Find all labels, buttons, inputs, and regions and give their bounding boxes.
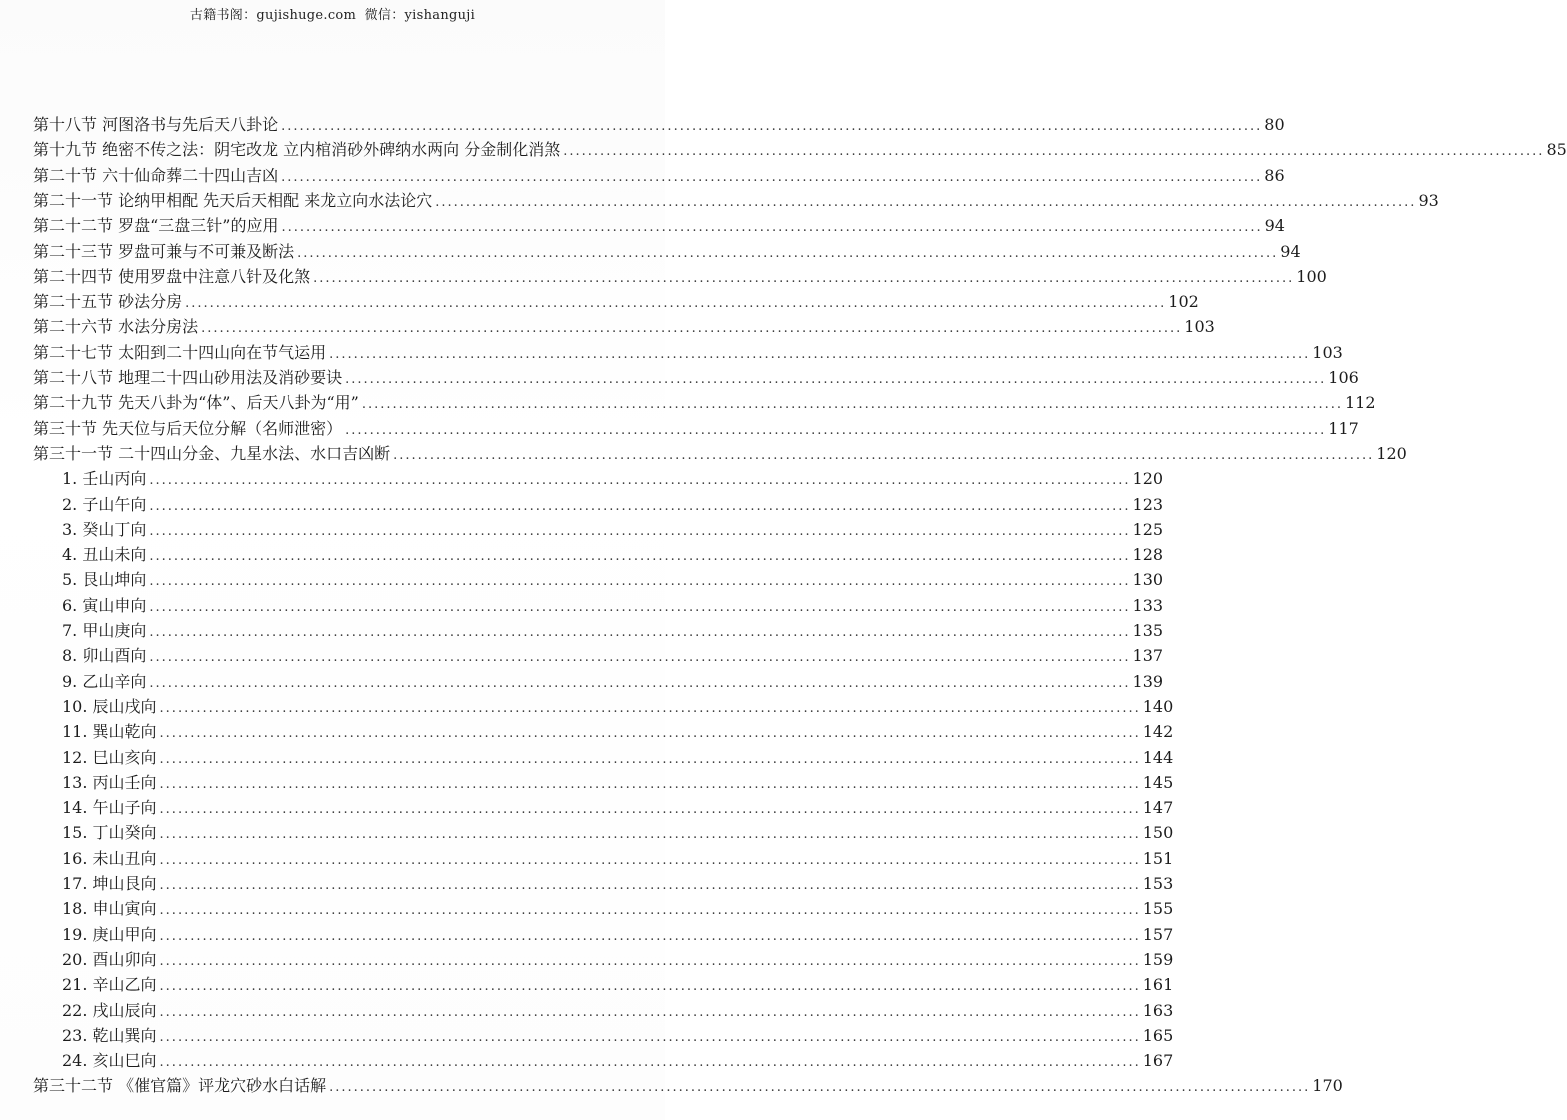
toc-subentry: [62, 745, 1174, 770]
toc-subentry: [62, 567, 1164, 592]
toc-page-number: 93: [1418, 190, 1439, 210]
dot-leader: ................................................................................................................................................................: [329, 1080, 1311, 1096]
toc-page-number: 120: [1132, 469, 1164, 489]
dot-leader: ................................................................................................................................................................: [159, 802, 1141, 818]
toc-entry-title: 11. 巽山乾向: [62, 722, 157, 742]
toc-page-number: 157: [1142, 924, 1174, 944]
toc-entry: [33, 137, 1567, 162]
toc-entry-title: 3. 癸山丁向: [62, 519, 147, 539]
toc-entry-title: 第三十二节 《催官篇》评龙穴砂水白话解: [33, 1076, 327, 1096]
dot-leader: ................................................................................................................................................................: [159, 903, 1141, 919]
dot-leader: ................................................................................................................................................................: [345, 422, 1327, 438]
toc-page-number: 142: [1142, 722, 1174, 742]
toc-entry: [33, 188, 1439, 213]
toc-entry-title: 5. 艮山坤向: [62, 570, 147, 590]
toc-page-number: 165: [1142, 1025, 1174, 1045]
dot-leader: ................................................................................................................................................................: [159, 979, 1141, 995]
toc-entry: [33, 365, 1359, 390]
toc-page-number: 86: [1264, 165, 1285, 185]
dot-leader: ................................................................................................................................................................: [159, 726, 1141, 742]
dot-leader: ................................................................................................................................................................: [159, 852, 1141, 868]
toc-page-number: 137: [1132, 646, 1164, 666]
dot-leader: ................................................................................................................................................................: [281, 220, 1263, 236]
toc-entry: [33, 239, 1301, 264]
toc-entry-title: 第二十七节 太阳到二十四山向在节气运用: [33, 342, 327, 362]
toc-entry-title: 7. 甲山庚向: [62, 621, 147, 640]
toc-subentry: [62, 1048, 1174, 1073]
toc-page-number: 102: [1168, 292, 1199, 312]
toc-entry-title: 22. 戌山辰向: [62, 1000, 157, 1020]
toc-page-number: 106: [1328, 368, 1359, 387]
toc-page-number: 94: [1264, 216, 1285, 236]
toc-page-number: 94: [1280, 241, 1301, 261]
toc-subentry: [62, 922, 1174, 947]
dot-leader: ................................................................................................................................................................: [159, 1004, 1141, 1020]
dot-leader: ................................................................................................................................................................: [159, 751, 1141, 767]
toc-entry-title: 1. 壬山丙向: [62, 469, 147, 489]
dot-leader: ................................................................................................................................................................: [159, 1055, 1141, 1071]
toc-entry: [33, 264, 1327, 289]
dot-leader: ................................................................................................................................................................: [563, 144, 1545, 160]
toc-subentry: [62, 820, 1174, 845]
dot-leader: ................................................................................................................................................................: [159, 827, 1141, 843]
toc-page-number: 161: [1142, 975, 1174, 995]
toc-entry-title: 第三十一节 二十四山分金、九星水法、水口吉凶断: [33, 443, 391, 463]
dot-leader: ................................................................................................................................................................: [329, 346, 1311, 362]
dot-leader: ................................................................................................................................................................: [361, 397, 1343, 413]
toc-entry-title: 9. 乙山辛向: [62, 671, 147, 691]
toc-subentry: [62, 1023, 1174, 1048]
toc-entry: [33, 416, 1359, 441]
toc-entry-title: 17. 坤山艮向: [62, 874, 157, 893]
toc-page-number: 153: [1142, 874, 1174, 893]
toc-entry-title: 第十八节 河图洛书与先后天八卦论: [33, 115, 279, 134]
toc-entry-title: 13. 丙山壬向: [62, 772, 157, 792]
toc-page-number: 139: [1132, 671, 1164, 691]
dot-leader: ................................................................................................................................................................: [159, 953, 1141, 969]
dot-leader: ................................................................................................................................................................: [201, 321, 1183, 337]
toc-entry-title: 18. 申山寅向: [62, 899, 157, 919]
toc-subentry: [62, 896, 1174, 921]
toc-page-number: 125: [1132, 519, 1164, 539]
page-header: [0, 4, 665, 23]
toc-entry-title: 8. 卯山酉向: [62, 646, 147, 666]
toc-subentry: [62, 998, 1174, 1023]
dot-leader: ................................................................................................................................................................: [149, 473, 1131, 489]
toc-subentry: [62, 517, 1164, 542]
toc-entry-title: 第二十九节 先天八卦为“体”、后天八卦为“用”: [33, 393, 359, 413]
toc-subentry: [62, 719, 1174, 744]
toc-subentry: [62, 669, 1164, 694]
toc-page-number: 135: [1132, 621, 1164, 640]
toc-entry: [33, 390, 1376, 415]
toc-entry: [33, 441, 1407, 466]
dot-leader: ................................................................................................................................................................: [159, 1029, 1141, 1045]
toc-entry-title: 第三十节 先天位与后天位分解（名师泄密）: [33, 418, 343, 438]
toc-entry-title: 第二十八节 地理二十四山砂用法及消砂要诀: [33, 368, 343, 387]
toc-page-number: 167: [1142, 1051, 1174, 1071]
dot-leader: ................................................................................................................................................................: [149, 675, 1131, 691]
toc-page-number: 80: [1264, 115, 1285, 134]
dot-leader: ................................................................................................................................................................: [159, 776, 1141, 792]
toc-subentry: [62, 694, 1174, 719]
toc-entry-title: 第二十四节 使用罗盘中注意八针及化煞: [33, 266, 311, 286]
toc-entry-title: 2. 子山午向: [62, 494, 147, 514]
toc-entry: [33, 340, 1343, 365]
toc-entry: [33, 289, 1199, 314]
toc-entry-title: 10. 辰山戌向: [62, 696, 157, 716]
toc-entry-title: 12. 巳山亥向: [62, 747, 157, 767]
toc-entry-title: 23. 乾山巽向: [62, 1025, 157, 1045]
toc-entry-title: 第二十二节 罗盘“三盘三针”的应用: [33, 216, 279, 236]
toc-page-number: 123: [1132, 494, 1164, 514]
toc-entry: [33, 1073, 1343, 1098]
toc-entry-title: 16. 未山丑向: [62, 848, 157, 868]
toc-page-number: 147: [1142, 798, 1174, 818]
toc-subentry: [62, 542, 1164, 567]
toc-page-number: 85: [1546, 140, 1567, 160]
toc-page-number: 117: [1328, 418, 1359, 438]
toc-entry-title: 14. 午山子向: [62, 798, 157, 818]
toc-page-number: 170: [1312, 1076, 1343, 1096]
toc-entry-title: 15. 丁山癸向: [62, 823, 157, 843]
toc-entry: [33, 213, 1285, 238]
toc-subentry: [62, 492, 1164, 517]
dot-leader: ................................................................................................................................................................: [435, 194, 1417, 210]
toc-entry-title: 6. 寅山申向: [62, 595, 147, 615]
toc-entry-title: 第二十五节 砂法分房: [33, 292, 183, 312]
toc-page-number: 145: [1142, 772, 1174, 792]
dot-leader: ................................................................................................................................................................: [149, 498, 1131, 514]
toc-page-number: 103: [1184, 317, 1215, 337]
toc-entry-title: 21. 辛山乙向: [62, 975, 157, 995]
dot-leader: ................................................................................................................................................................: [345, 372, 1327, 387]
toc-entry-title: 第二十三节 罗盘可兼与不可兼及断法: [33, 241, 295, 261]
toc-entry: [33, 112, 1285, 137]
dot-leader: ................................................................................................................................................................: [159, 700, 1141, 716]
dot-leader: ................................................................................................................................................................: [149, 625, 1131, 640]
dot-leader: ................................................................................................................................................................: [149, 599, 1131, 615]
dot-leader: ................................................................................................................................................................: [281, 169, 1263, 185]
toc-subentry: [62, 618, 1164, 643]
dot-leader: ................................................................................................................................................................: [313, 270, 1295, 286]
toc-entry-title: 19. 庚山甲向: [62, 924, 157, 944]
dot-leader: ................................................................................................................................................................: [297, 245, 1279, 261]
toc-page-number: 128: [1132, 545, 1164, 565]
dot-leader: ................................................................................................................................................................: [393, 447, 1375, 463]
site-label: 古籍书阁：gujishuge.com: [189, 8, 357, 23]
toc-entry-title: 20. 酉山卯向: [62, 949, 157, 969]
toc-page-number: 112: [1344, 393, 1376, 413]
toc-page-number: 155: [1142, 899, 1174, 919]
toc-page-number: 133: [1132, 595, 1164, 615]
toc-subentry: [62, 846, 1174, 871]
toc-entry-title: 第二十六节 水法分房法: [33, 317, 199, 337]
dot-leader: ................................................................................................................................................................: [185, 296, 1167, 312]
toc-subentry: [62, 795, 1174, 820]
toc-page-number: 100: [1296, 266, 1327, 286]
toc-subentry: [62, 770, 1174, 795]
dot-leader: ................................................................................................................................................................: [159, 928, 1141, 944]
toc-page-number: 150: [1142, 823, 1174, 843]
toc-entry: [33, 314, 1215, 339]
dot-leader: ................................................................................................................................................................: [149, 650, 1131, 666]
toc-subentry: [62, 466, 1164, 491]
dot-leader: ................................................................................................................................................................: [149, 574, 1131, 590]
dot-leader: ................................................................................................................................................................: [149, 523, 1131, 539]
toc-subentry: [62, 643, 1164, 668]
toc-page-number: 140: [1142, 696, 1174, 716]
toc-subentry: [62, 947, 1174, 972]
toc-entry-title: 第二十一节 论纳甲相配 先天后天相配 来龙立向水法论穴: [33, 190, 433, 210]
toc-page-number: 130: [1132, 570, 1164, 590]
dot-leader: ................................................................................................................................................................: [281, 119, 1263, 134]
toc-subentry: [62, 972, 1174, 997]
toc-subentry: [62, 871, 1174, 896]
dot-leader: ................................................................................................................................................................: [149, 549, 1131, 565]
toc-entry-title: 4. 丑山未向: [62, 545, 147, 565]
toc-entry-title: 24. 亥山巳向: [62, 1051, 157, 1071]
toc-entry-title: 第十九节 绝密不传之法：阴宅改龙 立内棺消砂外碑纳水两向 分金制化消煞: [33, 140, 561, 160]
toc-entry-title: 第二十节 六十仙命葬二十四山吉凶: [33, 165, 279, 185]
toc-page-number: 163: [1142, 1000, 1174, 1020]
dot-leader: ................................................................................................................................................................: [159, 878, 1141, 893]
wechat-label: 微信：yishanguji: [364, 8, 476, 23]
toc-page-number: 103: [1312, 342, 1343, 362]
toc-page-number: 159: [1142, 949, 1174, 969]
toc-page-number: 151: [1142, 848, 1174, 868]
toc-page-number: 120: [1376, 443, 1407, 463]
toc-subentry: [62, 593, 1164, 618]
toc-page-number: 144: [1142, 747, 1174, 767]
toc-entry: [33, 163, 1285, 188]
